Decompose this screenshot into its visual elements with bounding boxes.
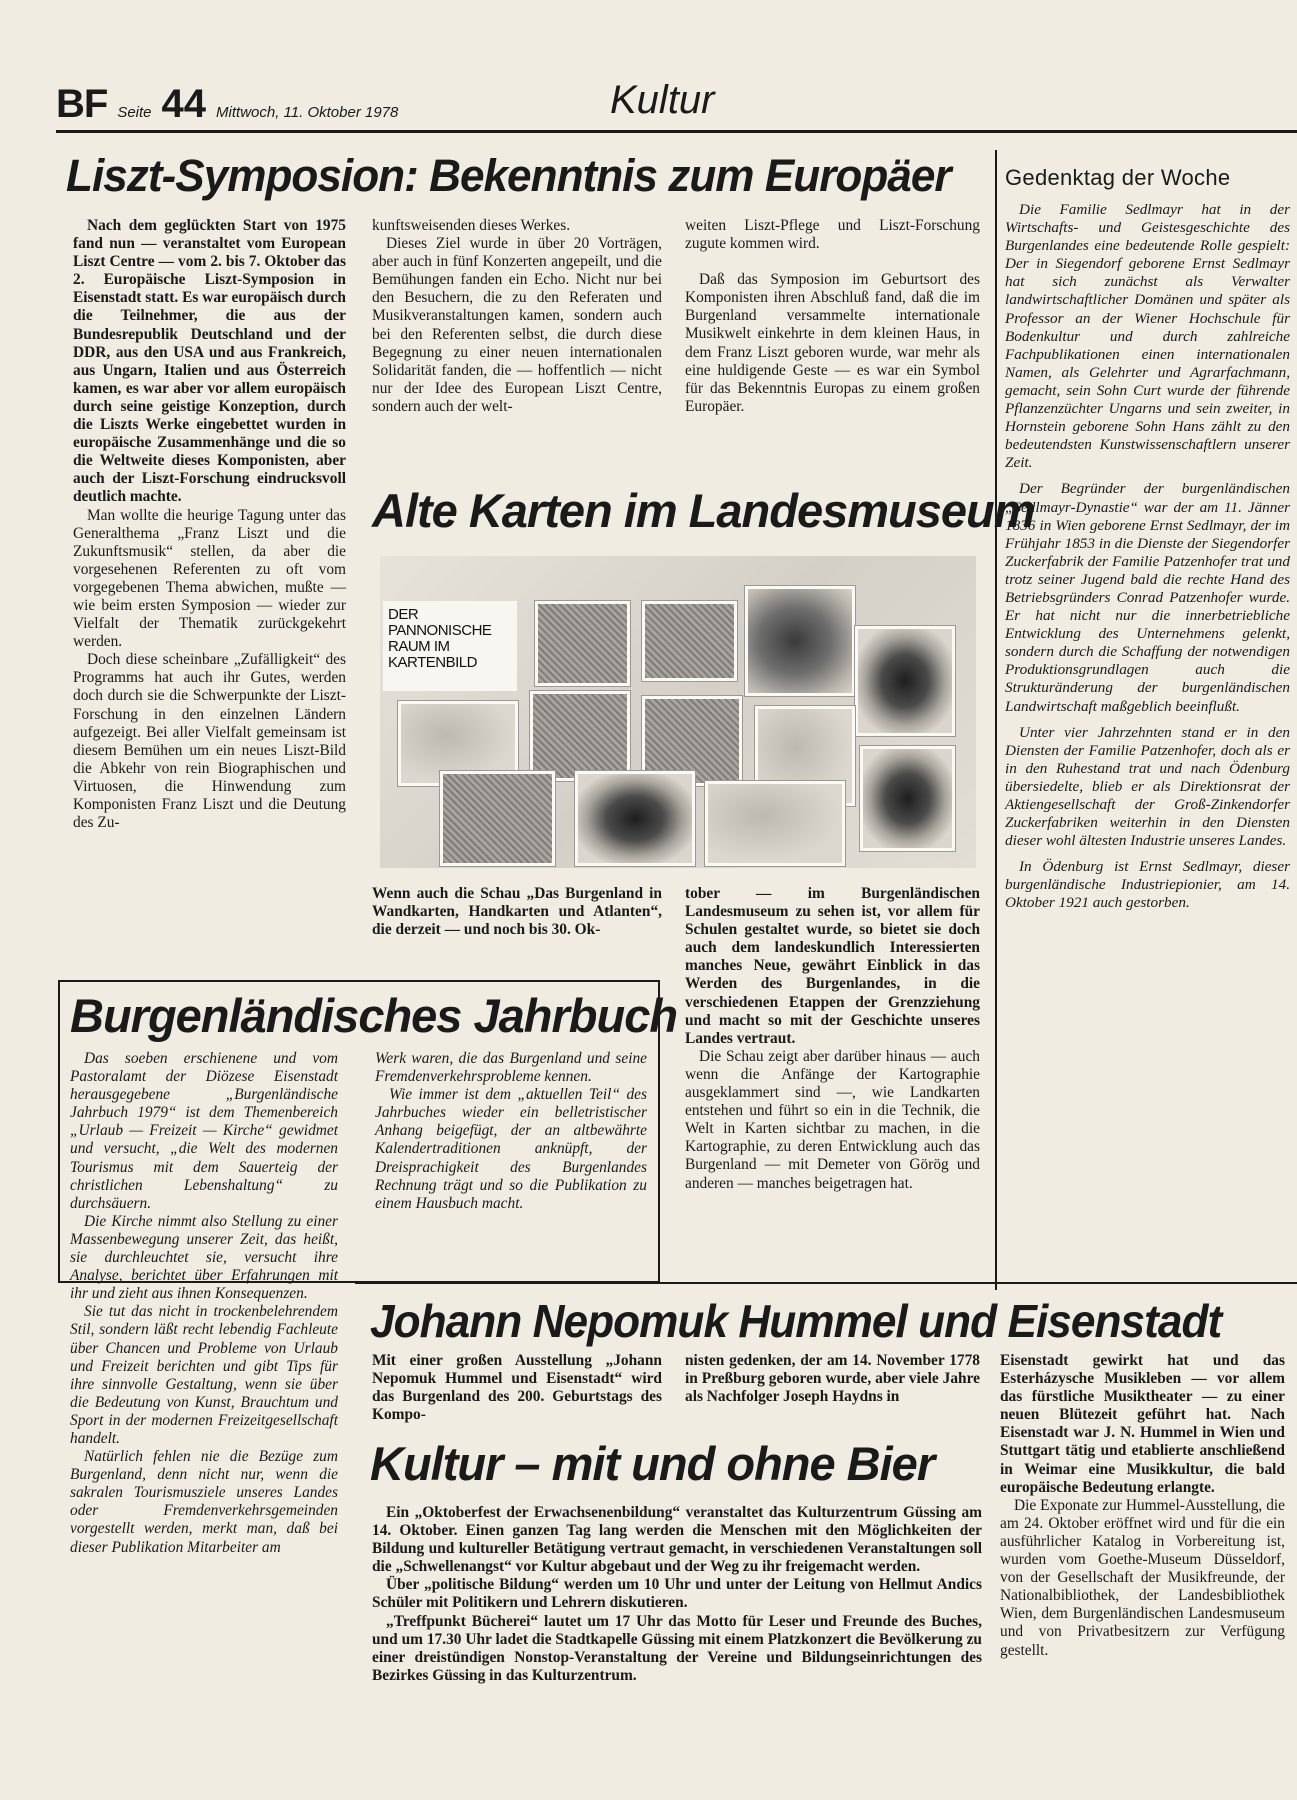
newspaper-logo: BF	[56, 82, 108, 126]
gedenktag-paragraph: Unter vier Jahrzehnten stand er in den Diensten der Familie Patzenhofer, doch als er in den Ruhestand trat und nach Ödenburg übersiedelte, blieb er als Direktionsrat der Aktiengesellschaft der Groß-Zinkendorfer Zuckerfabriken weiterhin in den Diensten dieser wohl ältesten Industrie unseres Landes.	[1005, 723, 1290, 850]
jahrbuch-paragraph: Wie immer ist dem „aktuellen Teil“ des Jahrbuches wieder ein belletristischer Anhang beigefügt, der an altbewährte Kalendertraditionen anknüpft, der Dreisprachigkeit des Burgenlandes Rechnung trägt und so die Publikation zu einem Hausbuch macht.	[375, 1086, 647, 1212]
hummel-column-3	[1000, 1352, 1285, 1660]
masthead	[56, 82, 398, 127]
liszt-headline: Liszt-Symposion: Bekenntnis zum Europäer	[66, 150, 951, 201]
hummel-paragraph: nisten gedenken, der am 14. November 1778 in Preßburg geboren wurde, aber viele Jahre als Nachfolger Joseph Haydns in	[685, 1352, 980, 1406]
liszt-paragraph: weiten Liszt-Pflege und Liszt-Forschung zugute kommen wird.	[685, 217, 980, 253]
karten-paragraph: Wenn auch die Schau „Das Burgenland in Wandkarten, Handkarten und Atlanten“, die derzeit — und noch bis 30. Ok-	[372, 885, 662, 939]
jahrbuch-paragraph: Natürlich fehlen nie die Bezüge zum Burgenland, denn nicht nur, wenn die sakralen Tourismusziele unseres Landes oder Fremdenverkehrsgemeinden vorgestellt werden, merkt man, daß bei dieser Publikation Mitarbeiter am	[70, 1448, 338, 1556]
liszt-paragraph: Dieses Ziel wurde in über 20 Vorträgen, aber auch in fünf Konzerten angepeilt, und die Bemühungen fanden ein Echo. Nicht nur bei den Besuchern, die zu den Referaten und Musikveranstaltungen kamen, sondern auch bei den Referenten selbst, die durch diese Begegnung zu einer neuen internationalen Solidarität fanden, die — hoffentlich — nicht nur der Idee des European Liszt Centre, sondern auch der welt-	[372, 235, 662, 415]
map-exhibit	[530, 691, 630, 781]
bier-paragraph: „Treffpunkt Bücherei“ lautet um 17 Uhr das Motto für Leser und Freunde des Buches, und um 17.30 Uhr ladet die Stadtkapelle Güssing mit einem Platzkonzert die Bevölkerung zu einer dreistündigen Nonstop-Veranstaltung der Vereine und Bildungseinrichtungen des Bezirkes Güssing in das Kulturzentrum.	[372, 1612, 982, 1684]
karten-column-1	[372, 885, 662, 939]
gedenktag-title: Gedenktag der Woche	[1005, 165, 1231, 190]
jahrbuch-paragraph: Werk waren, die das Burgenland und seine Fremdenverkehrsprobleme kennen.	[375, 1050, 647, 1086]
map-exhibit	[575, 771, 695, 866]
liszt-column-2	[372, 217, 662, 416]
liszt-paragraph: Doch diese scheinbare „Zufälligkeit“ des Programms hat auch ihr Gutes, werden doch durch sie die Schwerpunkte der Liszt-Forschung in den einzelnen Ländern aufgezeigt. Bei aller Vielfalt gemeinsam ist diesem Bemühen um ein neues Liszt-Bild die Abkehr von rein Biographischen und Virtuosen, die Hinwendung zum Komponisten Franz Liszt und die Deutung des Zu-	[73, 651, 346, 832]
map-exhibit	[745, 586, 855, 696]
exhibition-photo	[380, 556, 976, 868]
gedenktag-paragraph: In Ödenburg ist Ernst Sedlmayr, dieser burgenländische Industriepionier, am 14. Oktober 1921 auch gestorben.	[1005, 858, 1290, 912]
gedenktag-sidebar	[1005, 165, 1290, 913]
issue-date: Mittwoch, 11. Oktober 1978	[216, 104, 399, 121]
gedenktag-body	[1005, 201, 1290, 913]
masthead-rule	[56, 130, 1297, 133]
karten-headline: Alte Karten im Landesmuseum	[372, 484, 1035, 537]
jahrbuch-paragraph: Die Kirche nimmt also Stellung zu einer Massenbewegung unserer Zeit, das heißt, sie durchleuchtet sie, versucht ihre Analyse, berichtet über Erfahrungen mit ihr und zieht aus ihnen Konsequenzen.	[70, 1212, 338, 1303]
hummel-column-1	[372, 1352, 662, 1424]
sidebar-rule	[995, 150, 997, 1290]
hummel-column-2	[685, 1352, 980, 1406]
photo-poster: DER PANNONISCHE RAUM IM KARTENBILD	[383, 601, 517, 691]
gedenktag-paragraph: Die Familie Sedlmayr hat in der Wirtschafts- und Geistesgeschichte des Burgenlandes eine bedeutende Rolle gespielt: Der in Siegendorf geborene Ernst Sedlmayr hat sich zunächst als Verwalter landwirtschaftlicher Domänen und später als Professor an der Wiener Hochschule für Bodenkultur und durch zahlreiche Fachpublikationen einen internationalen Namen, als Gelehrter und Agrarfachmann, gemacht, sein Sohn Curt wurde der führende Pflanzenzüchter Ungarns und sein zweiter, in Hornstein geborene Sohn Hans zählt zu den bedeutendsten Kunstwissenschaftlern unserer Zeit.	[1005, 201, 1290, 472]
liszt-paragraph: Daß das Symposion im Geburtsort des Komponisten ihren Abschluß fand, daß die im Burgenland versammelte internationale Musikwelt einkehrte in dem kleinen Haus, in dem Franz Liszt geboren wurde, war mehr als eine huldigende Geste — es war ein Symbol für das Bekenntnis Europas zu einem großen Europäer.	[685, 271, 980, 415]
jahrbuch-paragraph: Das soeben erschienene und vom Pastoralamt der Diözese Eisenstadt herausgegebene „Burgenländische Jahrbuch 1979“ ist dem Themenbereich „Urlaub — Freizeit — Kirche“ gewidmet und versucht, „die Welt des modernen Tourismus mit dem Sauerteig der christlichen Lebenshaltung“ zu durchsäuern.	[70, 1050, 338, 1212]
karten-paragraph: Die Schau zeigt aber darüber hinaus — auch wenn die Anfänge der Kartographie ausgeklammert sind —, wie Landkarten entstehen und führt so ein in die Technik, die Welt in Karten sichtbar zu machen, in die Kartographie, zu deren Entwicklung auch das Burgenland — mit Demeter von Görög und anderen — manches beigetragen hat.	[685, 1047, 980, 1192]
page-label: Seite	[117, 104, 152, 121]
liszt-lead: Nach dem geglückten Start von 1975 fand nun — veranstaltet vom European Liszt Centre — vom 2. bis 7. Oktober das 2. Europäische Liszt-Symposion in Eisenstadt statt. Es war europäisch durch die Teilnehmer, die aus der Bundesrepublik Deutschland und der DDR, aus den USA und aus Frankreich, aus Ungarn, Italien und aus Österreich kamen, es war aber vor allem europäisch durch seine geistige Konzeption, durch die Liszts Werke eingebettet wurden in europäische Zusammenhänge und die so die Weltweite dieses Komponisten, aber auch der Liszt-Forschung eindrucksvoll deutlich machte.	[73, 217, 346, 506]
map-exhibit	[705, 781, 845, 866]
map-exhibit	[855, 626, 955, 736]
page-number: 44	[161, 82, 207, 126]
jahrbuch-headline: Burgenländisches Jahrbuch	[70, 989, 678, 1042]
liszt-column-3	[685, 217, 980, 416]
jahrbuch-column-2	[375, 1050, 647, 1213]
karten-column-2	[685, 885, 980, 1193]
bier-paragraph: Über „politische Bildung“ werden um 10 Uhr und unter der Leitung von Hellmut Andics Schüler mit Politikern und Lehrern diskutieren.	[372, 1576, 982, 1612]
hummel-paragraph: Eisenstadt gewirkt hat und das Esterházysche Musikleben — vor allem das fürstliche Musiktheater — zu einer neuen Blütezeit geführt hat. Nach Eisenstadt war J. N. Hummel in Wien und Stuttgart tätig und etablierte anschließend in Weimar eine Musikkultur, die bald europäische Bedeutung erlangte.	[1000, 1352, 1285, 1496]
hummel-rule	[355, 1282, 1297, 1284]
map-exhibit	[860, 746, 955, 851]
gedenktag-paragraph: Der Begründer der burgenländischen „Sedlmayr-Dynastie“ war der am 11. Jänner 1836 in Wien geborene Ernst Sedlmayr, der im Frühjahr 1853 in die Dienste der Siegendorfer Zuckerfabrik der Familie Patzenhofer trat und trotz seiner Jugend bald die rechte Hand des Betriebsgründers Conrad Patzenhofer wurde. Er hat nicht nur die innerbetriebliche Entwicklung des Unternehmens gelenkt, sondern durch die Schaffung der notwendigen Produktionsgrundlagen auch die Strukturänderung der burgenländischen Landwirtschaft maßgeblich beeinflußt.	[1005, 480, 1290, 715]
hummel-paragraph: Die Exponate zur Hummel-Ausstellung, die am 24. Oktober eröffnet wird und für die ein ausführlicher Katalog in Vorbereitung ist, wurden vom Goethe-Museum Düsseldorf, von der Gesellschaft der Musikfreunde, der Nationalbibliothek, der Landesbibliothek Wien, dem Burgenländischen Landesmuseum und von Privatbesitzern zur Verfügung gestellt.	[1000, 1496, 1285, 1659]
bier-body	[372, 1504, 982, 1685]
liszt-paragraph: Man wollte die heurige Tagung unter das Generalthema „Franz Liszt und die Zukunftsmusik“ stellen, da aber die vorgesehenen Referenten zu oft vom vorgegebenen Thema abwichen, mußte — wie beim ersten Symposion — wieder zur Vielfalt der Thematik zurückgekehrt werden.	[73, 506, 346, 651]
liszt-column-1	[73, 217, 346, 832]
map-exhibit	[535, 601, 630, 686]
section-title: Kultur	[610, 78, 715, 122]
jahrbuch-column-1	[70, 1050, 338, 1557]
karten-paragraph: tober — im Burgenländischen Landesmuseum zu sehen ist, vor allem für Schulen gestaltet wurde, so bietet sie doch auch dem landeskundlich Interessierten manches Neue, gewährt Einblick in das Werden des Burgenlandes, in die verschiedenen Etappen der Grenzziehung und macht so mit der Geschichte unseres Landes vertraut.	[685, 885, 980, 1047]
liszt-paragraph: kunftsweisenden dieses Werkes.	[372, 217, 571, 234]
map-exhibit	[440, 771, 555, 866]
map-exhibit	[642, 601, 737, 681]
bier-paragraph: Ein „Oktoberfest der Erwachsenenbildung“ veranstaltet das Kulturzentrum Güssing am 14. Oktober. Einen ganzen Tag lang werden die Menschen mit den Möglichkeiten der Bildung und kultureller Betätigung vertraut gemacht, in verschiedenen Veranstaltungen soll die „Schwellenangst“ vor Kultur abgebaut und der Weg zu ihr freigemacht werden.	[372, 1504, 982, 1576]
hummel-headline: Johann Nepomuk Hummel und Eisenstadt	[370, 1295, 1222, 1347]
jahrbuch-paragraph: Sie tut das nicht in trockenbelehrendem Stil, sondern läßt recht lebendig Fachleute über Chancen und Probleme von Urlaub und Freizeit berichten und gibt Tips für ihre sinnvolle Gestaltung, wenn sie über die Bedeutung von Kunst, Brauchtum und Sport in der modernen Freizeitgesellschaft handelt.	[70, 1303, 338, 1447]
bier-headline: Kultur – mit und ohne Bier	[370, 1437, 935, 1490]
hummel-paragraph: Mit einer großen Ausstellung „Johann Nepomuk Hummel und Eisenstadt“ wird das Burgenland des 200. Geburtstags des Kompo-	[372, 1352, 662, 1424]
